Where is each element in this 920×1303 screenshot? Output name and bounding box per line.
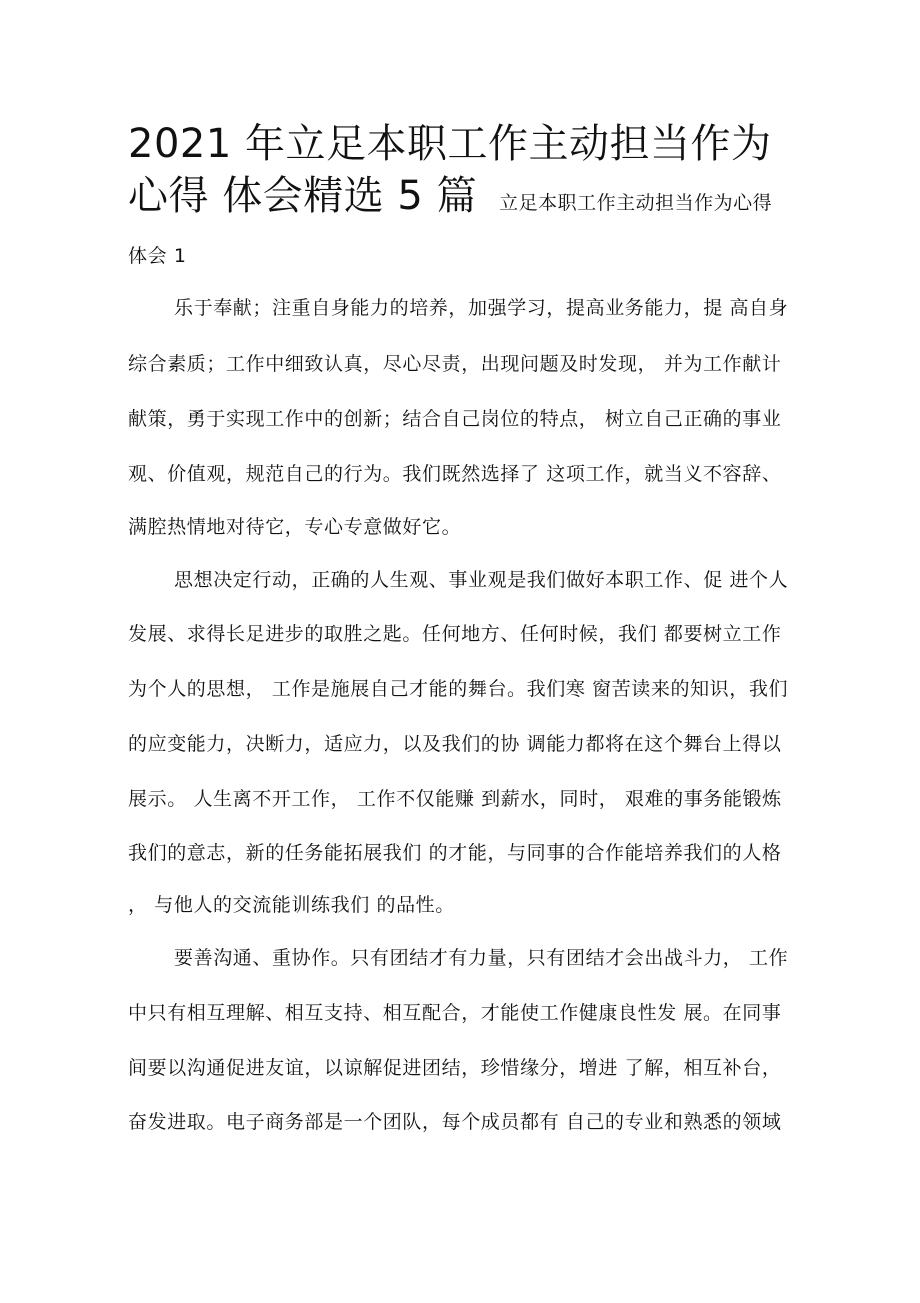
paragraph-line: 综合素质；工作中细致认真，尽心尽责，出现问题及时发现， 并为工作献计 <box>128 353 782 375</box>
paragraph-line: 奋发进取。电子商务部是一个团队，每个成员都有 自己的专业和熟悉的领域 <box>128 1111 782 1133</box>
paragraph-line: 要善沟通、重协作。只有团结才有力量，只有团结才会出战斗力， 工作 <box>174 947 789 969</box>
paragraph-line: 献策，勇于实现工作中的创新；结合自己岗位的特点， 树立自己正确的事业 <box>128 408 782 430</box>
document-title-line-1: 2021 年立足本职工作主动担当作为 <box>128 121 772 167</box>
paragraph-line: 为个人的思想， 工作是施展自己才能的舞台。我们寒 窗苦读来的知识，我们 <box>128 678 789 700</box>
document-subtitle-line-1: 立足本职工作主动担当作为心得 <box>499 192 773 214</box>
paragraph-line: 满腔热情地对待它，专心专意做好它。 <box>128 516 462 538</box>
document-title-line-2: 心得 体会精选 5 篇 <box>128 173 478 219</box>
paragraph-line: 思想决定行动，正确的人生观、事业观是我们做好本职工作、促 进个人 <box>174 569 789 591</box>
document-subtitle-line-2: 体会 1 <box>128 245 187 267</box>
paragraph-line: 观、价值观，规范自己的行为。我们既然选择了 这项工作，就当义不容辞、 <box>128 463 782 485</box>
paragraph-line: 展示。 人生离不开工作， 工作不仅能赚 到薪水，同时， 艰难的事务能锻炼 <box>128 788 782 810</box>
paragraph-line: 的应变能力，决断力，适应力，以及我们的协 调能力都将在这个舞台上得以 <box>128 733 782 755</box>
paragraph-line: 间要以沟通促进友谊，以谅解促进团结，珍惜缘分，增进 了解，相互补台， <box>128 1057 782 1079</box>
paragraph-line: 乐于奉献；注重自身能力的培养，加强学习，提高业务能力，提 高自身 <box>174 297 789 319</box>
document-title-line-2-row <box>128 172 772 227</box>
paragraph-line: 中只有相互理解、相互支持、相互配合，才能使工作健康良性发 展。在同事 <box>128 1002 782 1024</box>
paragraph-line: 我们的意志，新的任务能拓展我们 的才能，与同事的合作能培养我们的人格 <box>128 842 782 864</box>
paragraph-line: ， 与他人的交流能训练我们 的品性。 <box>128 894 455 916</box>
paragraph-line: 发展、求得长足进步的取胜之匙。任何地方、任何时候，我们 都要树立工作 <box>128 623 782 645</box>
